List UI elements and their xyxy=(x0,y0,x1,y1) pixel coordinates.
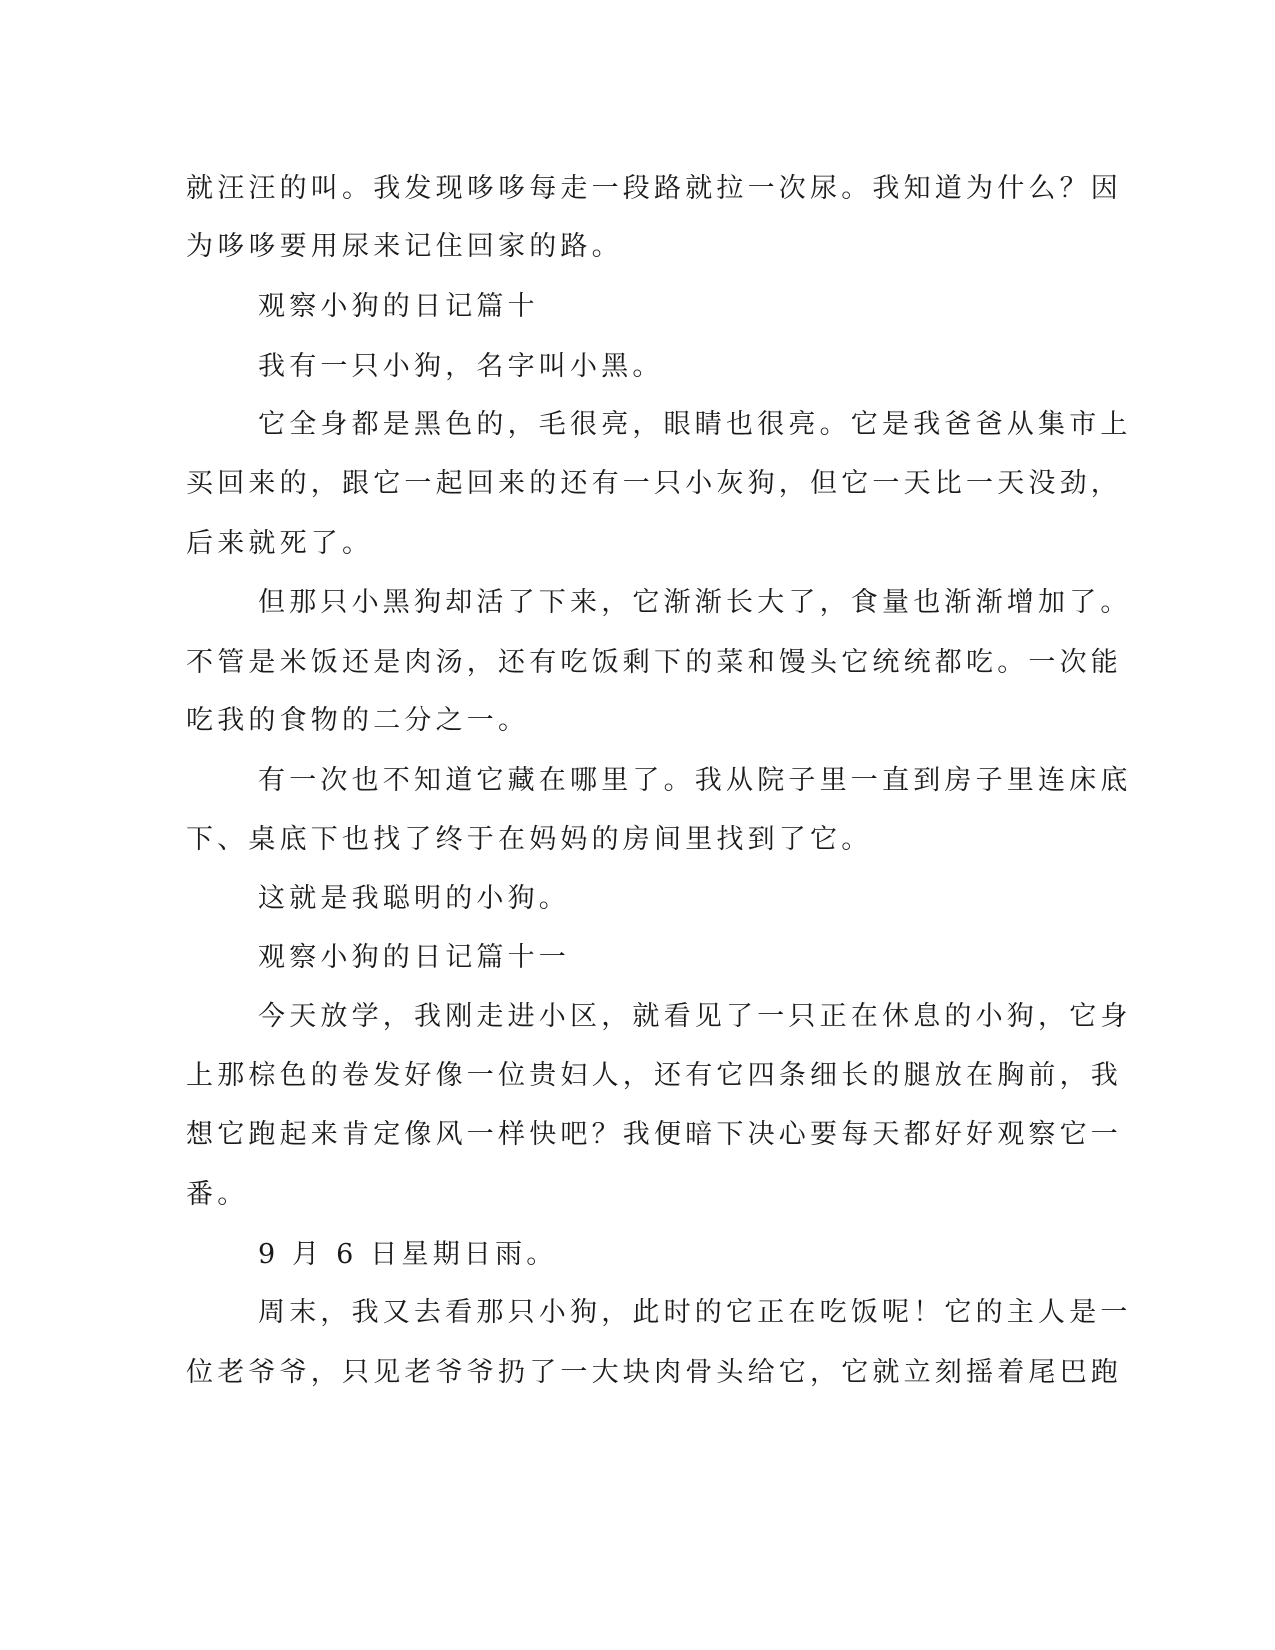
text-line: 周末，我又去看那只小狗，此时的它正在吃饭呢！它的主人是一 xyxy=(258,1297,1132,1328)
text-line: 为哆哆要用尿来记住回家的路。 xyxy=(186,231,623,262)
text-line: 就汪汪的叫。我发现哆哆每走一段路就拉一次尿。我知道为什么？因 xyxy=(186,173,1122,204)
section-heading: 观察小狗的日记篇十 xyxy=(258,291,539,322)
text-line: 位老爷爷，只见老爷爷扔了一大块肉骨头给它，它就立刻摇着尾巴跑 xyxy=(186,1357,1122,1388)
text-line: 上那棕色的卷发好像一位贵妇人，还有它四条细长的腿放在胸前，我 xyxy=(186,1060,1122,1091)
text-line: 今天放学，我刚走进小区，就看见了一只正在休息的小狗，它身 xyxy=(258,1001,1132,1032)
text-line: 但那只小黑狗却活了下来，它渐渐长大了，食量也渐渐增加了。 xyxy=(258,587,1132,618)
text-line: 想它跑起来肯定像风一样快吧？我便暗下决心要每天都好好观察它一 xyxy=(186,1119,1122,1150)
text-line: 我有一只小狗，名字叫小黑。 xyxy=(258,351,664,382)
text-line: 这就是我聪明的小狗。 xyxy=(258,883,570,914)
text-line: 买回来的，跟它一起回来的还有一只小灰狗，但它一天比一天没劲， xyxy=(186,468,1122,499)
text-line: 它全身都是黑色的，毛很亮，眼睛也很亮。它是我爸爸从集市上 xyxy=(258,409,1132,440)
section-heading: 观察小狗的日记篇十一 xyxy=(258,942,570,973)
text-line: 番。 xyxy=(186,1179,249,1210)
text-line: 不管是米饭还是肉汤，还有吃饭剩下的菜和馒头它统统都吃。一次能 xyxy=(186,647,1122,678)
text-line: 下、桌底下也找了终于在妈妈的房间里找到了它。 xyxy=(186,824,873,855)
date-line: 9 月 6 日星期日雨。 xyxy=(258,1239,558,1270)
text-line: 后来就死了。 xyxy=(186,528,374,559)
text-line: 吃我的食物的二分之一。 xyxy=(186,705,530,736)
text-line: 有一次也不知道它藏在哪里了。我从院子里一直到房子里连床底 xyxy=(258,765,1132,796)
